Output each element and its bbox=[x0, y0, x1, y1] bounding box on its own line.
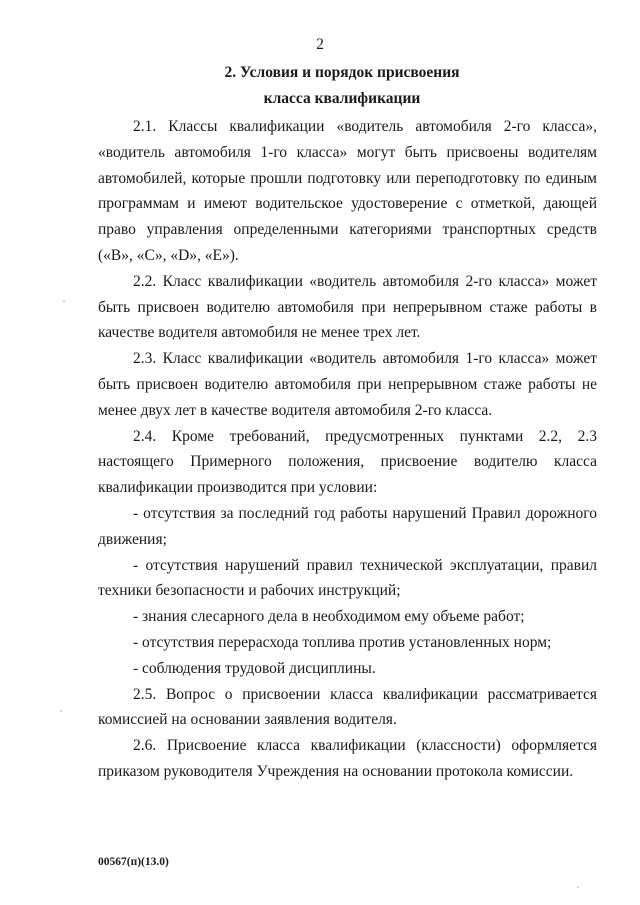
condition-item-fuel-consumption: - отсутствия перерасхода топлива против установленных норм; bbox=[133, 633, 552, 651]
scan-speck bbox=[60, 710, 62, 712]
paragraph-2-3: 2.3. Класс квалификации «водитель автомобиля 1-го класса» может быть присвоен водителю автомобиля при непрерывном стаже работы не менее двух лет в качестве водителя автомобиля 2-го класса. bbox=[98, 350, 597, 419]
section-title-line-2: класса квалификации bbox=[263, 90, 421, 107]
paragraph-2-1: 2.1. Классы квалификации «водитель автомобиля 2-го класса», «водитель автомобиля 1-го класса» могут быть присвоены водителям автомобилей, которые прошли подготовку или переподготовку по единым программам и имеют водительское удостоверение с отметкой, дающей право управления определенными категориями транспортных средств («В», «С», «D», «Е»). bbox=[98, 118, 597, 264]
section-title-line-1: 2. Условия и порядок присвоения bbox=[224, 64, 460, 81]
paragraph-2-2: 2.2. Класс квалификации «водитель автомобиля 2-го класса» может быть присвоен водителю автомобиля при непрерывном стаже работы в качестве водителя автомобиля не менее трех лет. bbox=[98, 272, 597, 342]
condition-item-labor-discipline: - соблюдения трудовой дисциплины. bbox=[133, 659, 376, 677]
paragraph-2-5: 2.5. Вопрос о присвоении класса квалификации рассматривается комиссией на основании заявления водителя. bbox=[98, 685, 597, 729]
document-body bbox=[98, 114, 597, 785]
condition-item-technical-rules: - отсутствия нарушений правил технической эксплуатации, правил техники безопасности и рабочих инструкций; bbox=[98, 556, 597, 600]
paragraph-2-4: 2.4. Кроме требований, предусмотренных пунктами 2.2, 2.3 настоящего Примерного положения, присвоение водителю класса квалификации производится при условии: bbox=[98, 427, 597, 497]
footer-document-code: 00567(п)(13.0) bbox=[98, 856, 169, 868]
scan-speck bbox=[63, 300, 65, 302]
condition-item-mechanics-knowledge: - знания слесарного дела в необходимом ему объеме работ; bbox=[133, 608, 525, 626]
condition-item-traffic-rules: - отсутствия за последний год работы нарушений Правил дорожного движения; bbox=[98, 504, 597, 548]
paragraph-2-6: 2.6. Присвоение класса квалификации (классности) оформляется приказом руководителя Учреждения на основании протокола комиссии. bbox=[98, 737, 597, 780]
scan-speck bbox=[577, 886, 579, 888]
page-number: 2 bbox=[316, 36, 324, 53]
